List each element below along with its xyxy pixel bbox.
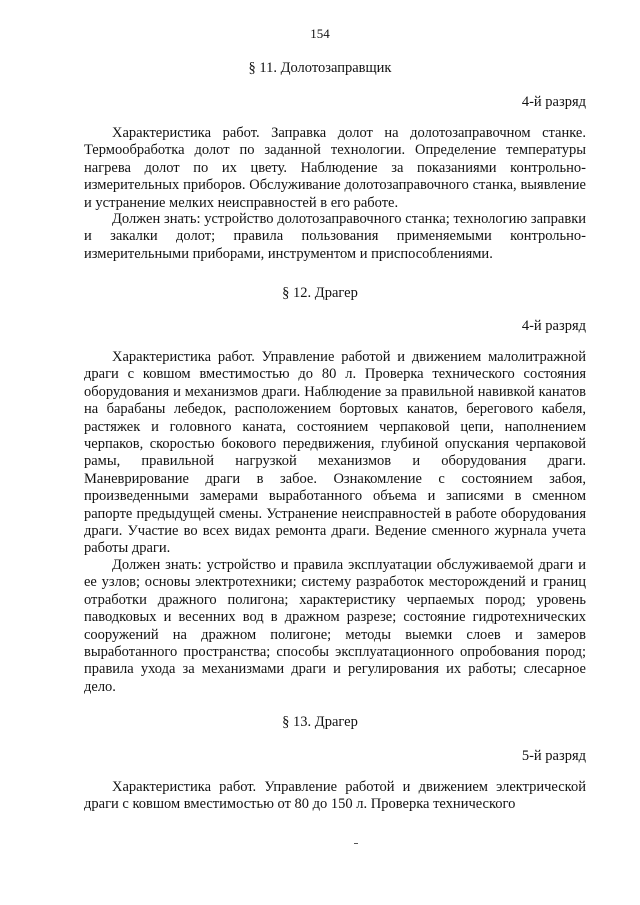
scan-mark [354,843,358,844]
section-11-must-know: Должен знать: устройство долотозаправочного станка; технологию заправки и закалки долот; правила пользования применяемыми контрольно-измерительными приборами, инструментом и приспособлениями. [84,211,586,262]
section-13-rank: 5-й разряд [521,748,586,764]
section-13-heading: § 13. Драгер [282,714,358,730]
section-13-characteristic: Характеристика работ. Управление работой и движением электрической драги с ковшом вместимостью от 80 до 150 л. Проверка технического [84,779,586,813]
section-12-heading: § 12. Драгер [282,285,358,301]
section-12-must-know: Должен знать: устройство и правила эксплуатации обслуживаемой драги и ее узлов; основы электротехники; систему разработок месторождений и границ отработки дражного полигона; характеристику черпаемых пород; уровень паводковых и весенних вод в дражном разрезе; состояние гидротехнических сооружений на дражном полигоне; методы выемки слоев и замеров выработанного пространства; способы эксплуатационного опробования пород; правила ухода за механизмами драги и регулирования их работы; слесарное дело. [84,557,586,695]
section-12-characteristic: Характеристика работ. Управление работой и движением малолитражной драги с ковшом вместимостью до 80 л. Проверка технического состояния оборудования и механизмов драги. Наблюдение за правильной навивкой канатов на барабаны лебедок, расположением бортовых канатов, берегового кабеля, растяжек и головного каната, состоянием черпаковой цепи, наполнением черпаков, скоростью бокового передвижения, глубиной опускания черпаковой рамы, правильной нагрузкой механизмов и оборудования драги. Маневрирование драги в забое. Ознакомление с состоянием забоя, произведенными замерами выработанного объема и записями в сменном рапорте предыдущей смены. Устранение неисправностей в работе оборудования драги. Участие во всех видах ремонта драги. Ведение сменного журнала учета работы драги. [84,349,586,557]
page-number: 154 [310,26,330,41]
section-12-rank: 4-й разряд [521,318,586,334]
section-11-heading: § 11. Долотозаправщик [248,60,392,76]
section-11-rank: 4-й разряд [521,94,586,110]
section-11-characteristic: Характеристика работ. Заправка долот на долотозаправочном станке. Термообработка долот по заданной технологии. Определение температуры нагрева долот по их цвету. Наблюдение за показаниями контрольно-измерительных приборов. Обслуживание долотозаправочного станка, выявление и устранение мелких неисправностей в его работе. [84,125,586,211]
